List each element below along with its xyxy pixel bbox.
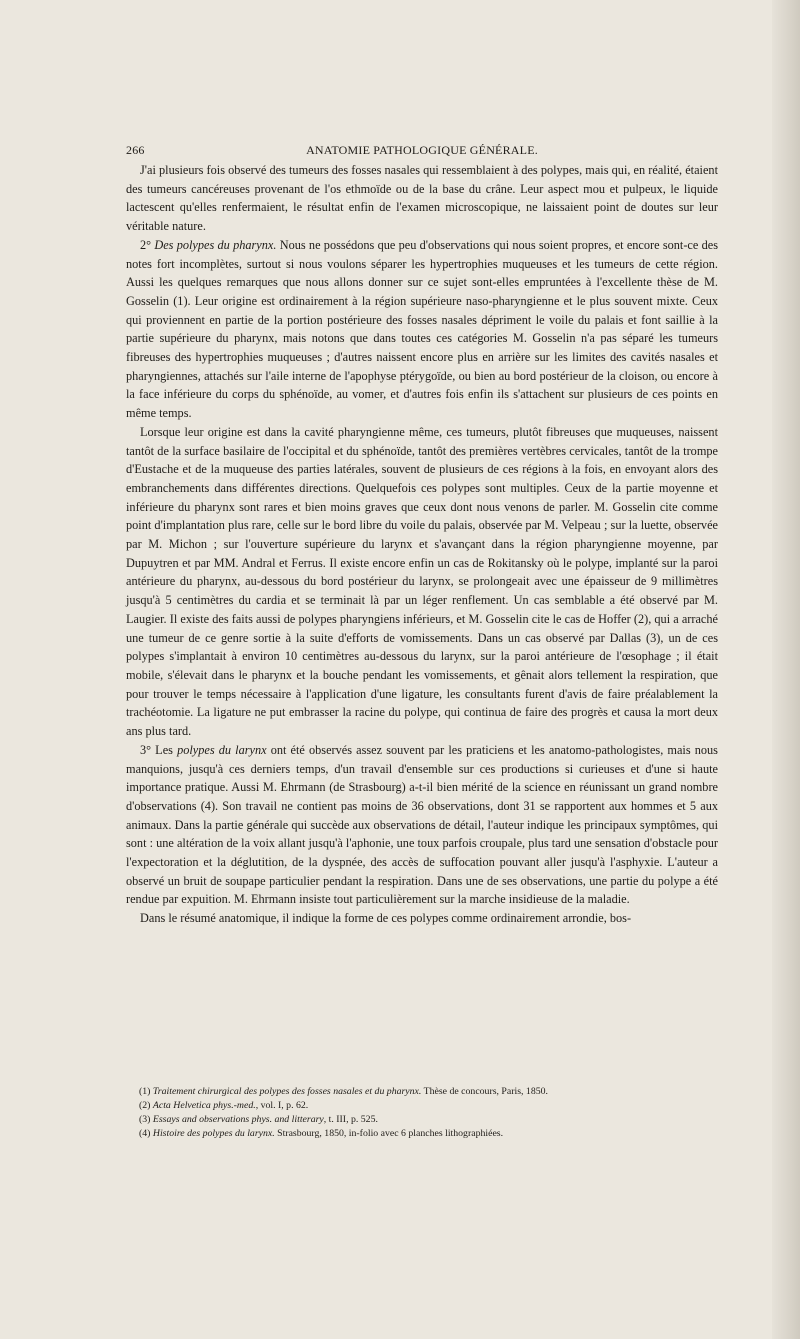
section-heading: polypes du larynx bbox=[177, 742, 267, 757]
main-text bbox=[126, 161, 718, 928]
paragraph: J'ai plusieurs fois observé des tumeurs des fosses nasales qui ressemblaient à des polypes, mais qui, en réalité, étaient des tumeurs cancéreuses provenant de l'os ethmoïde ou de la base du crâne. Leur aspect mou et pulpeux, le liquide lactescent qu'elles renfermaient, le résultat enfin de l'examen microscopique, ne laissaient point de doutes sur leur véritable nature. bbox=[126, 163, 718, 234]
footnote: (2) Acta Helvetica phys.-med., vol. I, p. 62. bbox=[139, 1100, 309, 1111]
paragraph: 3° Les polypes du larynx ont été observés assez souvent par les praticiens et les anatomo-pathologistes, mais nous manquions, jusqu'à ces derniers temps, d'un travail d'ensemble sur ces productions si curieuses et d'une si haute importance pratique. Aussi M. Ehrmann (de Strasbourg) a-t-il bien mérité de la science en réunissant un grand nombre d'observations (4). Son travail ne contient pas moins de 36 observations, dont 31 se rapportent aux hommes et 5 aux animaux. Dans la partie générale qui succède aux observations de détail, l'auteur indique les principaux symptômes, qui sont : une altération de la voix allant jusqu'à l'aphonie, une toux parfois croupale, plus tard une sensation d'obstacle pour l'expectoration et la déglutition, de la dyspnée, des accès de suffocation pouvant aller jusqu'à l'asphyxie. L'auteur a observé un bruit de soupape particulier pendant la respiration. Dans une de ses observations, une partie du polype a été rendue par expuition. M. Ehrmann insiste tout particulièrement sur la marche insidieuse de la maladie. bbox=[126, 742, 718, 907]
footnote: (1) Traitement chirurgical des polypes des fosses nasales et du pharynx. Thèse de concours, Paris, 1850. bbox=[139, 1086, 548, 1097]
section-heading: Des polypes du pharynx. bbox=[154, 237, 277, 252]
footnotes bbox=[139, 1085, 718, 1141]
running-title: ANATOMIE PATHOLOGIQUE GÉNÉRALE. bbox=[306, 143, 538, 157]
footnote: (4) Histoire des polypes du larynx. Strasbourg, 1850, in-folio avec 6 planches lithographiées. bbox=[139, 1128, 504, 1139]
footnote: (3) Essays and observations phys. and litterary, t. III, p. 525. bbox=[139, 1114, 378, 1125]
paragraph: 2° Des polypes du pharynx. Nous ne possédons que peu d'observations qui nous soient propres, et encore sont-ce des notes fort incomplètes, surtout si nous voulons séparer les hypertrophies muqueuses et les tumeurs de cette région. Aussi les quelques remarques que nous allons donner sur ce sujet sont-elles empruntées à l'excellente thèse de M. Gosselin (1). Leur origine est ordinairement à la région supérieure naso-pharyngienne et le plus souvent mixte. Ceux qui proviennent en partie de la portion postérieure des fosses nasales dépriment le voile du palais et font saillie à la partie supérieure du pharynx, mais notons que dans toutes ces catégories M. Gosselin n'a pas séparé les tumeurs fibreuses des hypertrophies muqueuses ; d'autres naissent encore plus en arrière sur les limites des cavités nasales et pharyngiennes, attachés sur l'aile interne de l'apophyse ptérygoïde, ou bien au bord postérieur de la cloison, ou encore à la face inférieure du corps du sphénoïde, au vomer, et d'autres fois enfin ils s'attachent sur plusieurs de ces points en même temps. bbox=[126, 237, 719, 421]
paragraph: Lorsque leur origine est dans la cavité pharyngienne même, ces tumeurs, plutôt fibreuses que muqueuses, naissent tantôt de la surface basilaire de l'occipital et du sphénoïde, tantôt des premières vertèbres cervicales, tantôt de la trompe d'Eustache et de la muqueuse des parties latérales, souvent de plusieurs de ces régions à la fois, en envoyant alors des embranchements dans différentes directions. Quelquefois ces polypes sont multiples. Ceux de la partie moyenne et inférieure du pharynx sont rares et bien moins graves que ceux dont nous venons de parler. M. Gosselin cite comme point d'implantation plus rare, celle sur le bord libre du voile du palais, observée par M. Velpeau ; sur la luette, observée par M. Michon ; sur l'ouverture supérieure du larynx et s'avançant dans la région pharyngienne moyenne, par Dupuytren et par MM. Andral et Ferrus. Il existe encore enfin un cas de Rokitansky où le polype, implanté sur la paroi antérieure du pharynx, au-dessous du bord postérieur du larynx, se prolongeait avec une épaisseur de 9 millimètres jusqu'à 5 centimètres du cardia et se terminait là par un léger renflement. Un cas semblable a été observé par M. Laugier. Il existe des faits aussi de polypes pharyngiens inférieurs, et M. Gosselin cite le cas de Hoffer (2), qui a arraché une tumeur de ce genre sortie à la suite d'efforts de vomissements. Dans un cas observé par Dallas (3), un de ces polypes s'implantait à environ 10 centimètres au-dessous du larynx, sur la paroi antérieure de l'œsophage ; il était mobile, s'élevait dans le pharynx et la bouche pendant les vomissements, et gênait alors tellement la respiration, que pour trouver le temps nécessaire à l'application d'une ligature, les consultants furent d'avis de faire préalablement la trachéotomie. La ligature ne put embrasser la racine du polype, qui continua de faire des progrès et causa la mort deux ans plus tard. bbox=[126, 424, 718, 739]
paragraph: Dans le résumé anatomique, il indique la forme de ces polypes comme ordinairement arrondie, bos- bbox=[140, 911, 632, 926]
page-number: 266 bbox=[126, 143, 145, 157]
page-edge bbox=[772, 0, 800, 1339]
running-header bbox=[126, 143, 718, 159]
